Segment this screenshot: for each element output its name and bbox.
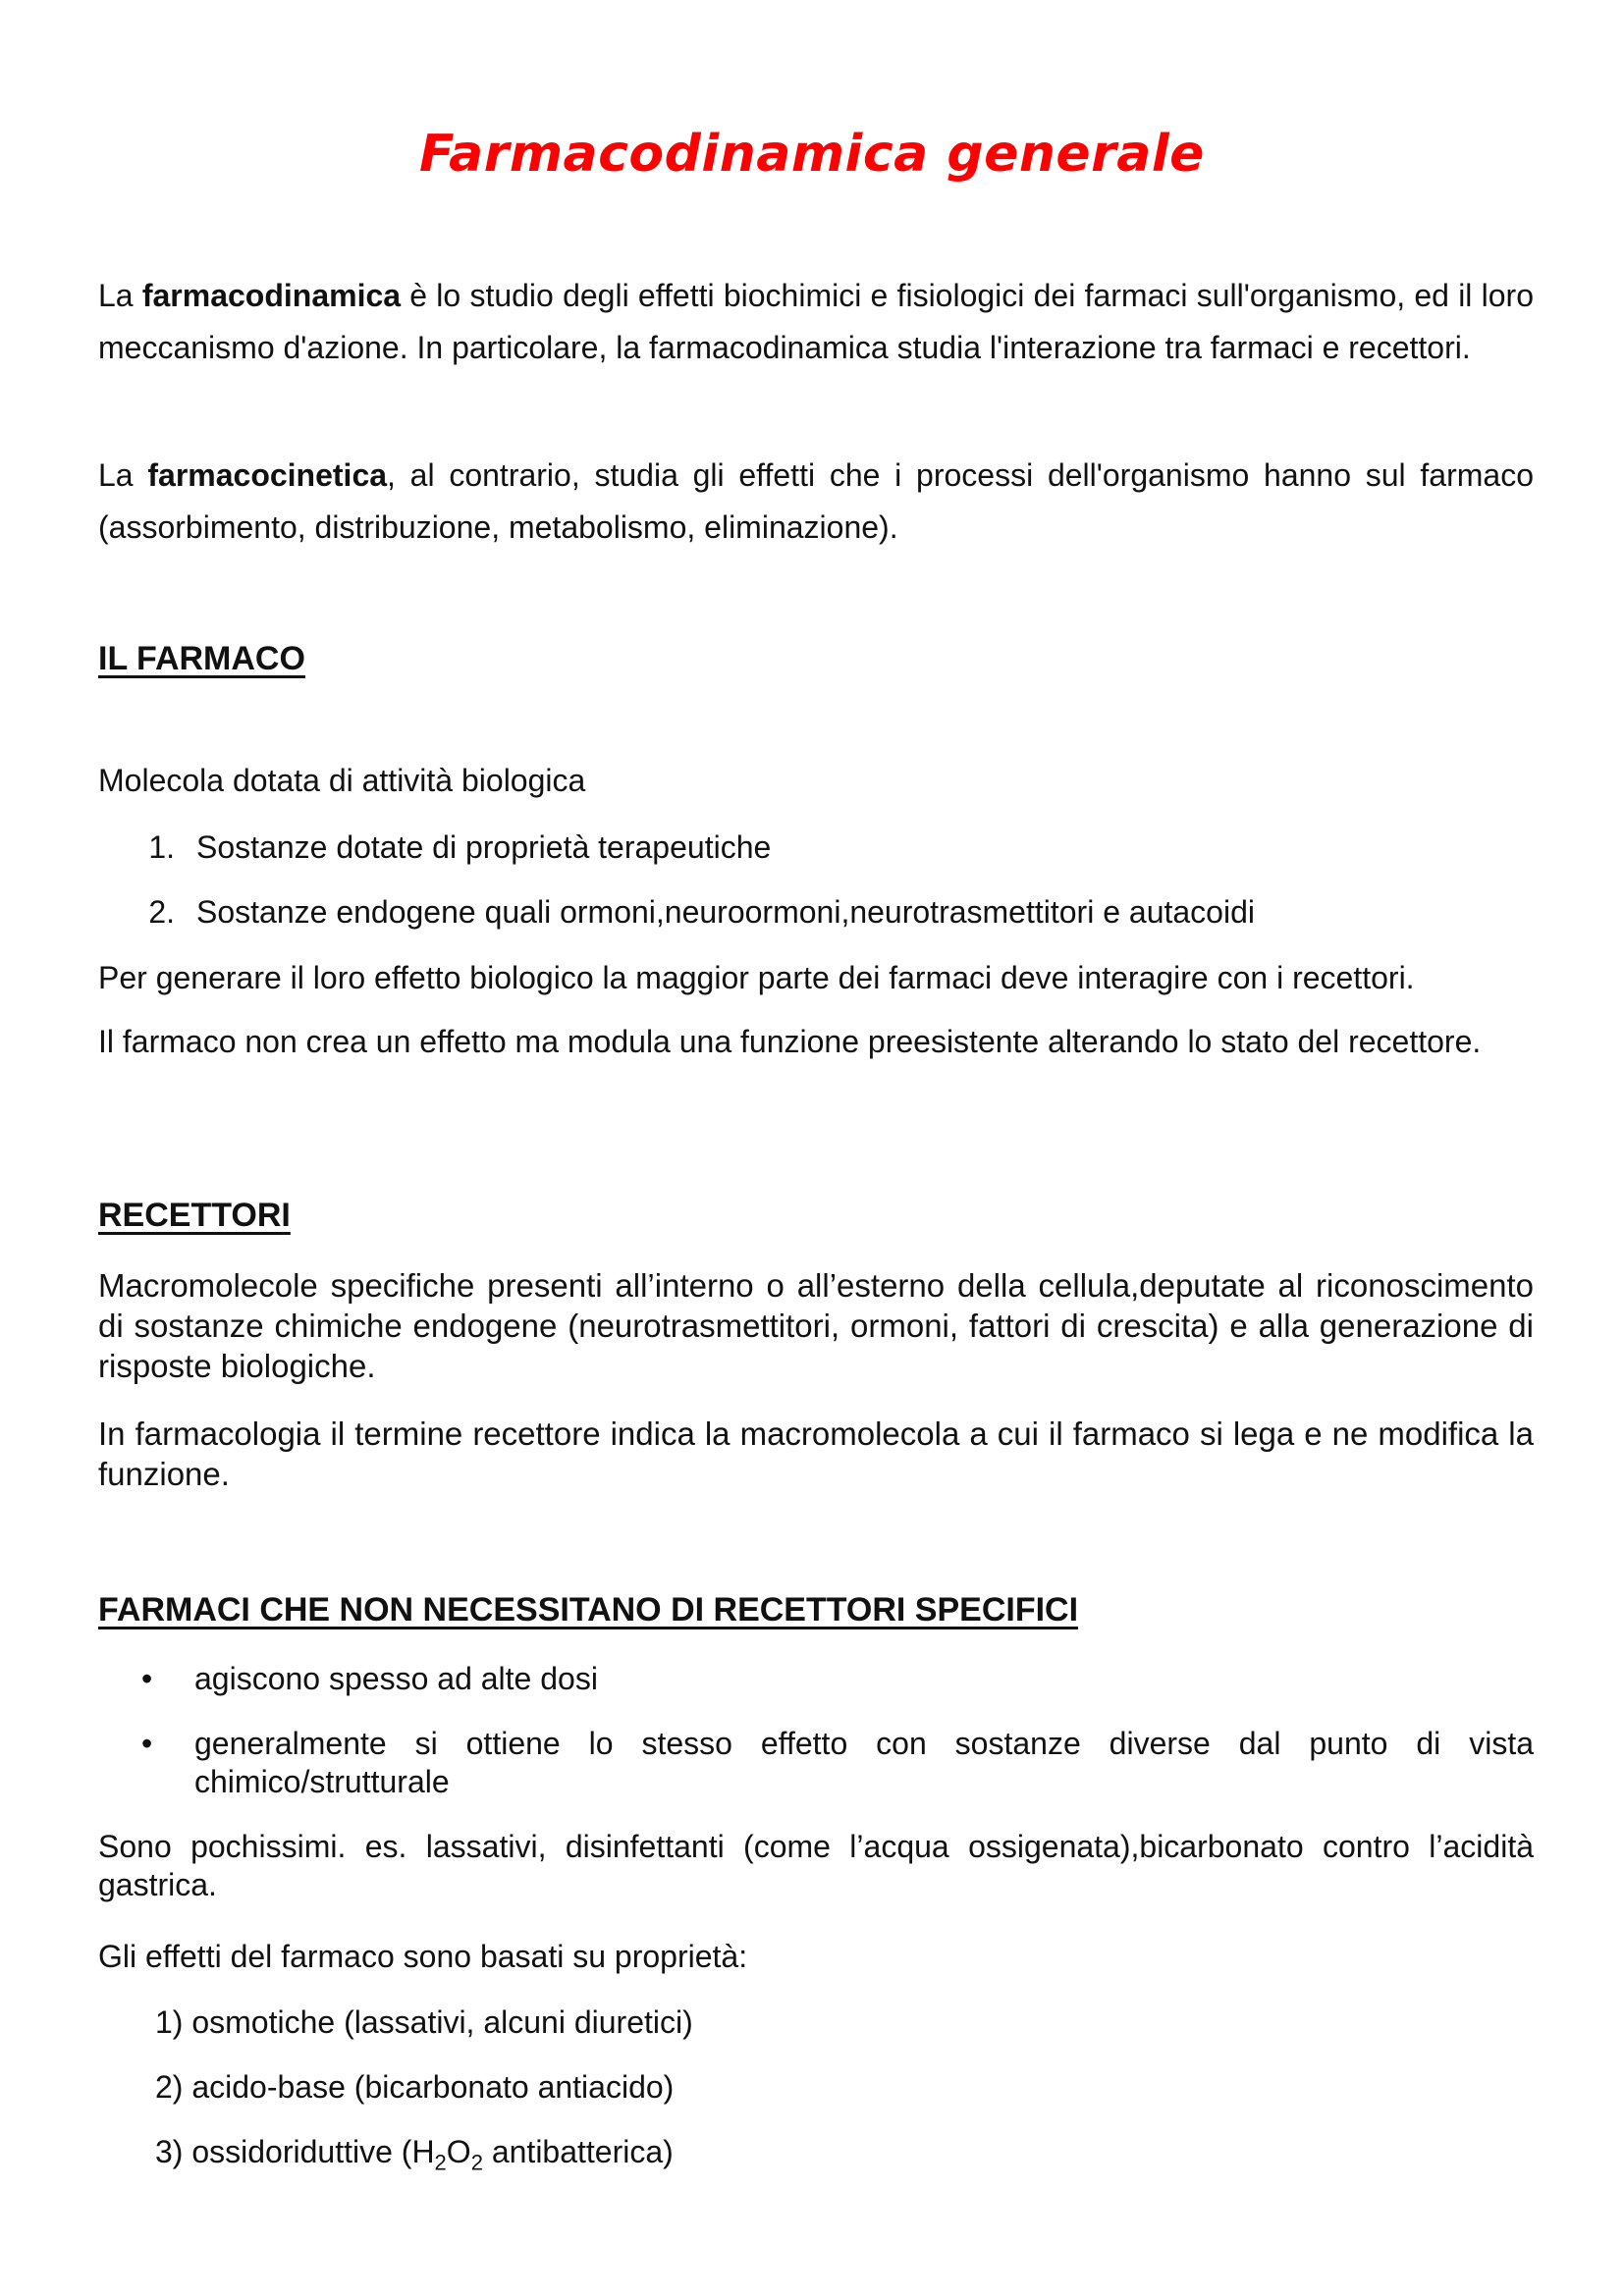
intro-paragraph-2: La farmacocinetica, al contrario, studia gli effetti che i processi dell'organismo hanno sul farmaco (assorbimento, distribuzione, metabolismo, eliminazione). (98, 457, 1535, 545)
farmaco-paragraph-2: Il farmaco non crea un effetto ma modula una funzione preesistente alterando lo stato del recettore. (98, 1024, 1482, 1059)
farmaco-definition: Molecola dotata di attività biologica (98, 763, 586, 798)
page-title: Farmacodinamica generale (419, 124, 1205, 184)
recettori-paragraph-2: In farmacologia il termine recettore indica la macromolecola a cui il farmaco si lega e ne modifica la funzione. (98, 1415, 1534, 1492)
term-farmacocinetica: farmacocinetica (147, 457, 388, 493)
list-item: 1. Sostanze dotate di proprietà terapeutiche (148, 829, 772, 865)
farmaco-paragraph-1: Per generare il loro effetto biologico la maggior parte dei farmaci deve interagire con i recettori. (98, 960, 1415, 995)
section-heading-recettori: RECETTORI (98, 1197, 291, 1234)
section-heading-farmaco: IL FARMACO (98, 640, 305, 677)
list-item: 1) osmotiche (lassativi, alcuni diuretici) (155, 2004, 693, 2040)
non-specifici-paragraph-1: Sono pochissimi. es. lassativi, disinfettanti (come l’acqua ossigenata),bicarbonato contro l’acidità gastrica. (98, 1829, 1534, 1902)
list-item: 2) acido-base (bicarbonato antiacido) (155, 2069, 675, 2105)
bullet-dot-icon: • (141, 1726, 153, 1761)
term-farmacodinamica: farmacodinamica (141, 278, 402, 313)
section-heading-non-specifici: FARMACI CHE NON NECESSITANO DI RECETTORI SPECIFICI (98, 1591, 1079, 1629)
list-item: 3) ossidoriduttive ($H_2O_2$ antibatterica) (155, 2134, 674, 2175)
bullet-item: • generalmente si ottiene lo stesso effetto con sostanze diverse dal punto di vista chimico/strutturale (141, 1726, 1534, 1799)
bullet-dot-icon: • (141, 1661, 153, 1696)
list-item: 2. Sostanze endogene quali ormoni,neuroormoni,neurotrasmettitori e autacoidi (148, 894, 1255, 930)
non-specifici-paragraph-2: Gli effetti del farmaco sono basati su proprietà: (98, 1939, 748, 1974)
intro-paragraph-1: La farmacodinamica è lo studio degli effetti biochimici e fisiologici dei farmaci sull'organismo, ed il loro meccanismo d'azione. In particolare, la farmacodinamica studia l'interazione tra farmaci e recettori. (98, 278, 1535, 365)
bullet-item: • agiscono spesso ad alte dosi (141, 1661, 598, 1696)
recettori-paragraph-1: Macromolecole specifiche presenti all’interno o all’esterno della cellula,deputate al riconoscimento di sostanze chimiche endogene (neurotrasmettitori, ormoni, fattori di crescita) e alla generazione di risposte biologiche. (98, 1267, 1534, 1384)
